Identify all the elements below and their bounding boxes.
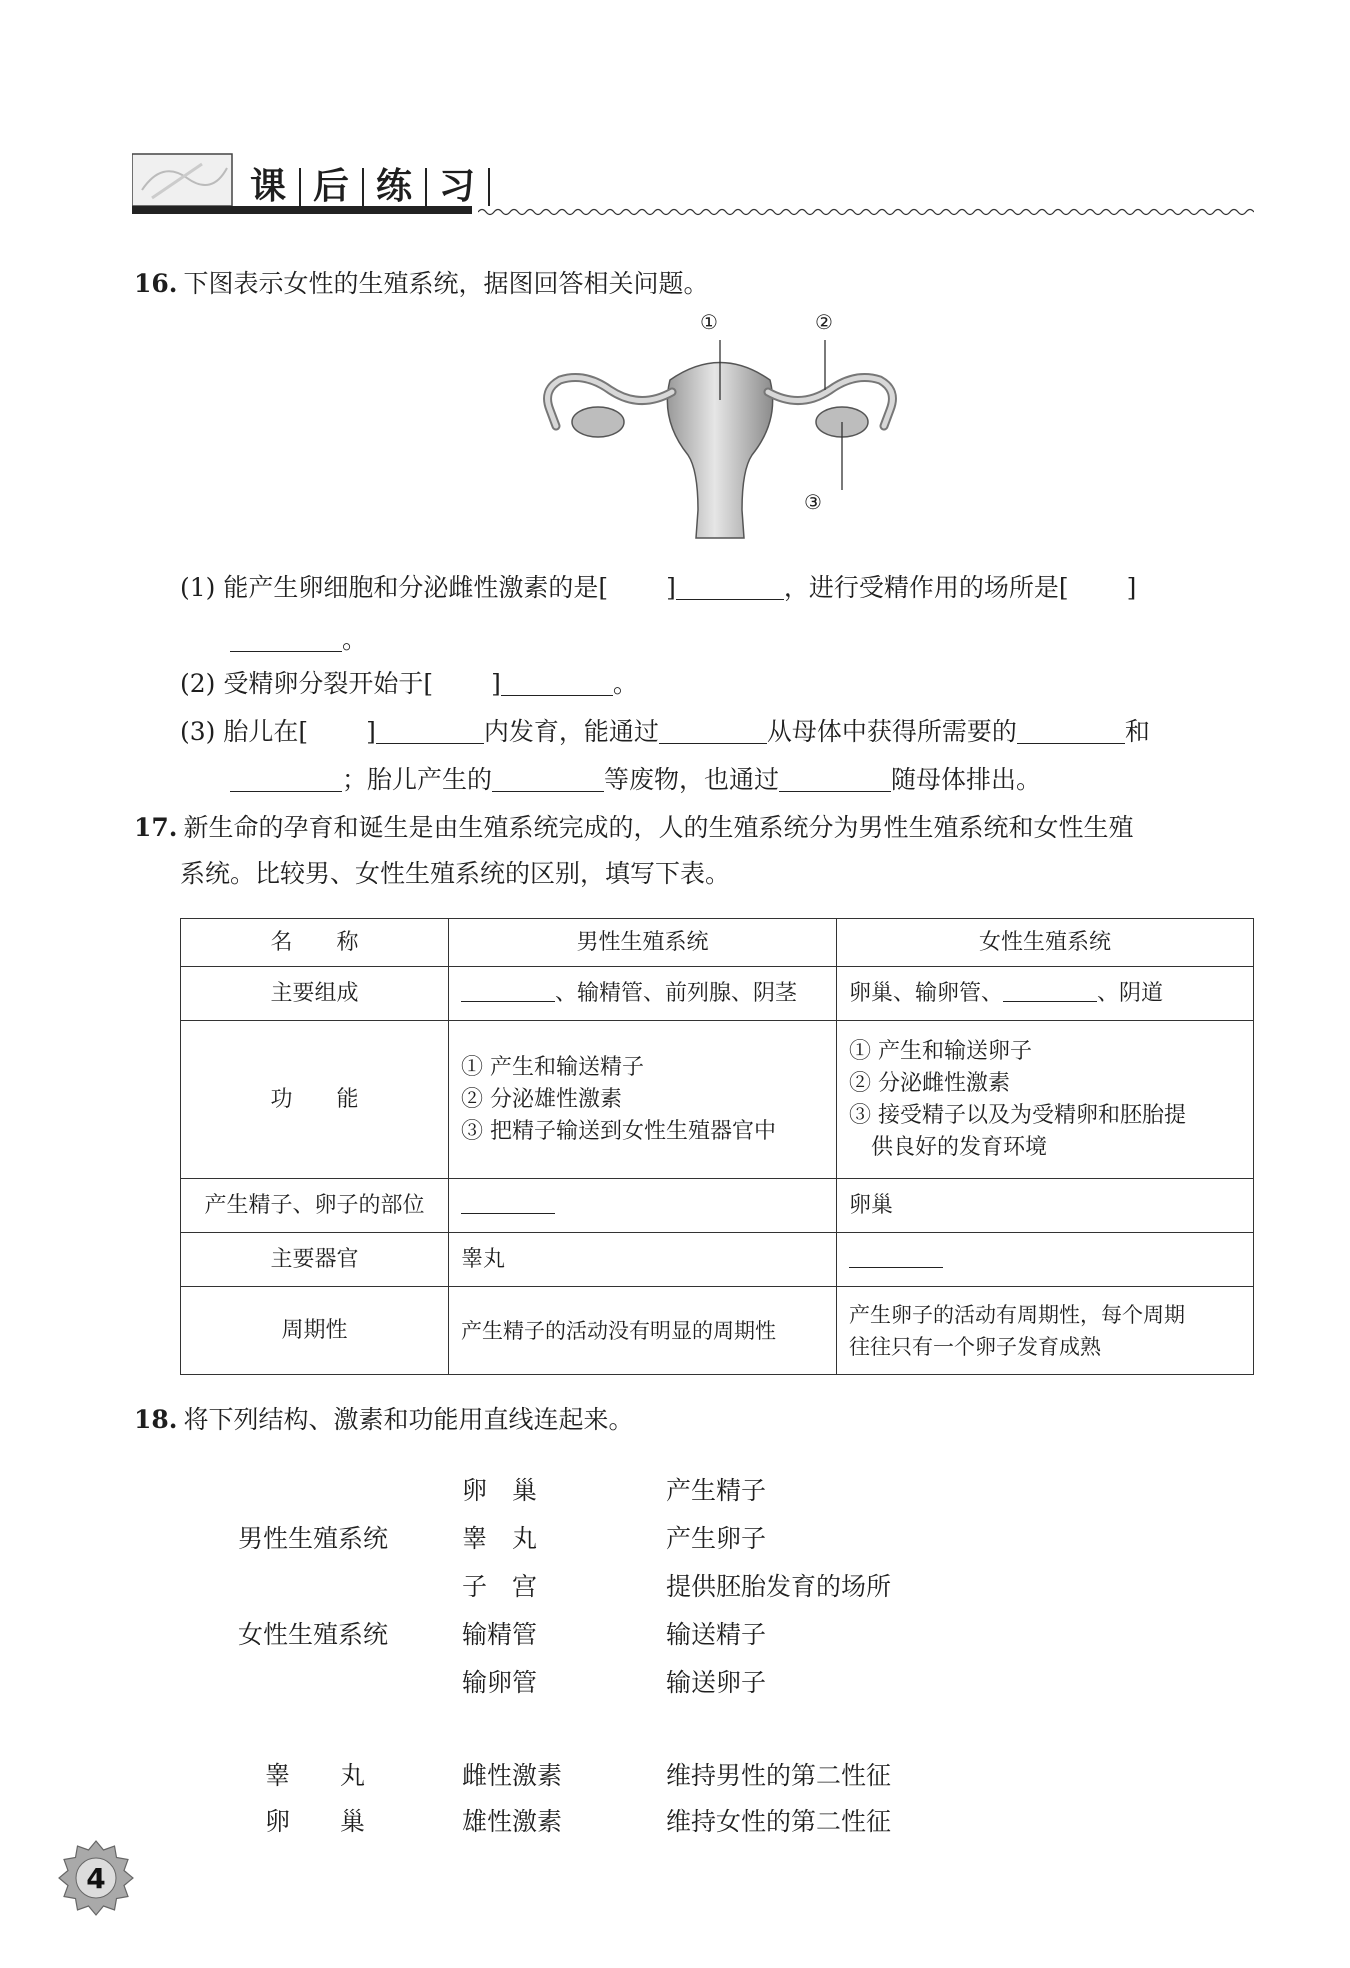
match-effect[interactable]: 维持女性的第二性征: [666, 1807, 892, 1836]
match-organ[interactable]: 睾 丸: [265, 1761, 366, 1790]
page-number: 4: [86, 1861, 106, 1895]
cell-text: ① 产生和输送卵子: [849, 1038, 1032, 1064]
figure-label-3: ③: [804, 490, 822, 514]
female-reproductive-system-diagram: [530, 310, 910, 550]
prompt-text: 和: [1124, 717, 1150, 746]
table-cell: 睾丸: [449, 1233, 837, 1287]
table-cell: [449, 1179, 837, 1233]
prompt-text: ；胎儿产生的: [342, 765, 493, 794]
table-cell: [837, 1233, 1254, 1287]
prompt-text: 。: [342, 625, 368, 654]
question-text: 下图表示女性的生殖系统，据图回答相关问题。: [183, 269, 709, 298]
answer-blank[interactable]: [676, 573, 784, 600]
match-hormone[interactable]: 雌性激素: [462, 1761, 563, 1790]
match-function[interactable]: 产生卵子: [666, 1524, 767, 1553]
match-structure[interactable]: 睾 丸: [462, 1524, 538, 1553]
row-label: 主要器官: [181, 1233, 449, 1287]
question-16-part-2: [180, 664, 638, 704]
cell-text: 、阴道: [1097, 980, 1164, 1006]
match-effect[interactable]: 维持男性的第二性征: [666, 1761, 892, 1790]
table-row: [181, 1287, 1254, 1375]
answer-blank[interactable]: [230, 625, 342, 652]
prompt-text: ，进行受精作用的场所是[: [783, 573, 1069, 602]
prompt-text: ]: [491, 669, 501, 698]
table-cell: 产生精子的活动没有明显的周期性: [449, 1287, 837, 1375]
match-structure[interactable]: 输精管: [462, 1620, 538, 1649]
table-cell: [449, 967, 837, 1021]
cell-text: 、输精管、前列腺、阴茎: [555, 980, 798, 1006]
answer-blank[interactable]: [1017, 717, 1125, 744]
row-label: 主要组成: [181, 967, 449, 1021]
prompt-text: ]: [366, 717, 376, 746]
title-char: 课: [250, 168, 301, 206]
cell-text: 产生卵子的活动有周期性，每个周期: [849, 1302, 1185, 1327]
table-header-row: [181, 919, 1254, 967]
figure-label-1: ①: [700, 310, 718, 334]
prompt-text: 等废物，也通过: [604, 765, 780, 794]
match-structure[interactable]: 子 宫: [462, 1572, 538, 1601]
prompt-text: ]: [1126, 573, 1137, 602]
question-18-stem: [134, 1400, 634, 1440]
answer-blank[interactable]: [501, 669, 613, 696]
match-structure[interactable]: 输卵管: [462, 1668, 538, 1697]
answer-blank[interactable]: [461, 979, 555, 1002]
title-char: 练: [364, 168, 427, 206]
row-label: 产生精子、卵子的部位: [181, 1179, 449, 1233]
table-cell: [837, 967, 1254, 1021]
table-header-cell: 女性生殖系统: [837, 919, 1254, 967]
match-hormone[interactable]: 雄性激素: [462, 1807, 563, 1836]
cell-text: 往往只有一个卵子发育成熟: [849, 1334, 1101, 1359]
table-cell: [449, 1021, 837, 1179]
question-16-stem: [134, 264, 709, 304]
cell-text: ② 分泌雄性激素: [461, 1086, 622, 1112]
answer-blank[interactable]: [659, 717, 767, 744]
prompt-text: 。: [612, 669, 638, 698]
cell-text: ① 产生和输送精子: [461, 1054, 644, 1080]
table-header-cell: 男性生殖系统: [449, 919, 837, 967]
question-number: 16.: [134, 269, 178, 298]
question-16-part-3: [180, 712, 1150, 752]
answer-blank[interactable]: [779, 765, 891, 792]
cell-text: 供良好的发育环境: [849, 1134, 1048, 1160]
table-cell: [837, 1021, 1254, 1179]
row-label: 功 能: [181, 1021, 449, 1179]
answer-blank[interactable]: [376, 717, 484, 744]
cell-text: ③ 把精子输送到女性生殖器官中: [461, 1118, 776, 1144]
table-row: [181, 1233, 1254, 1287]
match-function[interactable]: 输送卵子: [666, 1668, 767, 1697]
match-function[interactable]: 产生精子: [666, 1476, 767, 1505]
title-char: 习: [427, 168, 490, 206]
question-16-part-1-cont: [230, 620, 367, 660]
comparison-table: [180, 918, 1254, 1375]
prompt-text: (1) 能产生卵细胞和分泌雌性激素的是[: [180, 573, 609, 602]
match-system-female: 女性生殖系统: [238, 1620, 389, 1649]
answer-blank[interactable]: [230, 765, 342, 792]
question-text: 将下列结构、激素和功能用直线连起来。: [183, 1405, 634, 1434]
table-cell: [837, 1287, 1254, 1375]
question-number: 17.: [134, 813, 178, 842]
match-organ[interactable]: 卵 巢: [265, 1807, 366, 1836]
question-text: 系统。比较男、女性生殖系统的区别，填写下表。: [180, 859, 731, 888]
question-16-part-3-cont: [230, 760, 1041, 800]
match-function[interactable]: 输送精子: [666, 1620, 767, 1649]
question-17-stem: [134, 808, 1134, 848]
prompt-text: 内发育，能通过: [483, 717, 659, 746]
header-wave-divider: [478, 205, 1254, 219]
answer-blank[interactable]: [1003, 979, 1097, 1002]
cell-text: 卵巢、输卵管、: [849, 980, 1004, 1006]
row-label: 周期性: [181, 1287, 449, 1375]
answer-blank[interactable]: [492, 765, 604, 792]
prompt-text: (2) 受精卵分裂开始于[: [180, 669, 434, 698]
table-row: [181, 1021, 1254, 1179]
prompt-text: (3) 胎儿在[: [180, 717, 309, 746]
title-char: 后: [301, 168, 364, 206]
answer-blank[interactable]: [849, 1245, 943, 1268]
question-16-part-1: [180, 568, 1136, 608]
match-system-male: 男性生殖系统: [238, 1524, 389, 1553]
match-structure[interactable]: 卵 巢: [462, 1476, 538, 1505]
table-header-cell: 名 称: [181, 919, 449, 967]
match-function[interactable]: 提供胚胎发育的场所: [666, 1572, 892, 1601]
question-17-stem-cont: [180, 854, 730, 894]
question-number: 18.: [134, 1405, 178, 1434]
prompt-text: 从母体中获得所需要的: [766, 717, 1017, 746]
prompt-text: ]: [666, 573, 676, 602]
question-text: 新生命的孕育和诞生是由生殖系统完成的，人的生殖系统分为男性生殖系统和女性生殖: [183, 813, 1134, 842]
section-title: [250, 160, 490, 214]
cell-text: ② 分泌雌性激素: [849, 1070, 1010, 1096]
figure-label-2: ②: [815, 310, 833, 334]
answer-blank[interactable]: [461, 1191, 555, 1214]
table-row: [181, 1179, 1254, 1233]
table-row: [181, 967, 1254, 1021]
prompt-text: 随母体排出。: [891, 765, 1042, 794]
table-cell: 卵巢: [837, 1179, 1254, 1233]
cell-text: ③ 接受精子以及为受精卵和胚胎提: [849, 1102, 1186, 1128]
